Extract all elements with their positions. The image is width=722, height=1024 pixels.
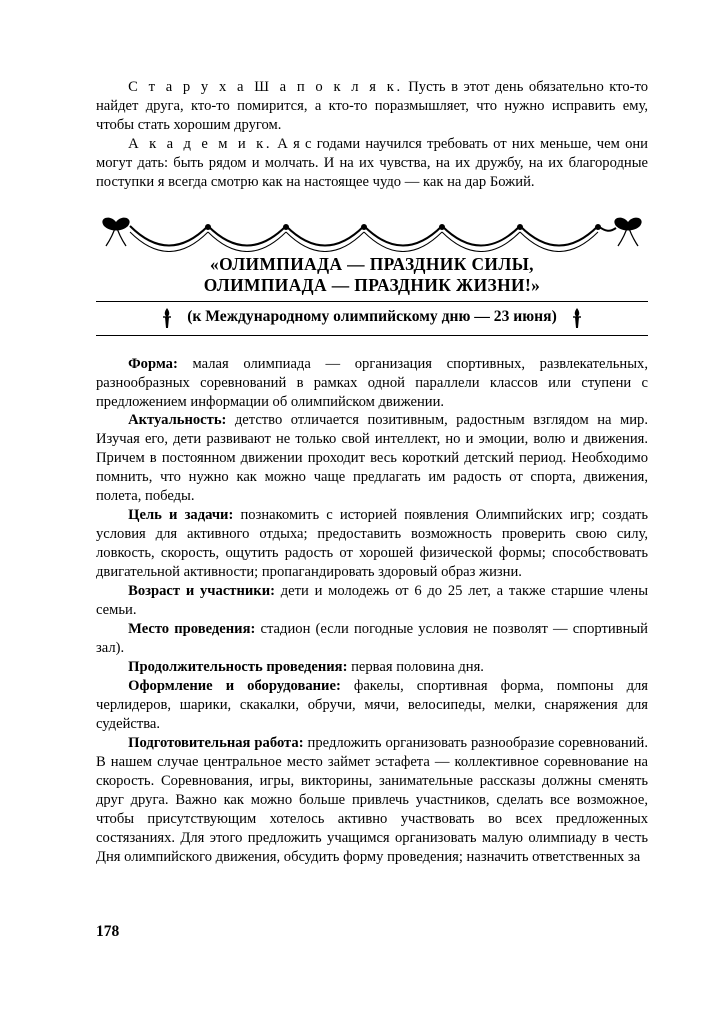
- section-label-forma: Форма:: [128, 355, 178, 372]
- section-text-prodolzhitelnost: первая половина дня.: [347, 659, 484, 676]
- title-divider-bottom: [96, 335, 648, 336]
- speaker-name-2: А к а д е м и к.: [128, 135, 273, 152]
- torch-ornament-left-icon: [154, 305, 180, 331]
- body-content: [96, 355, 648, 867]
- section-label-prodolzhitelnost: Продолжительность проведения:: [128, 659, 348, 676]
- section-paragraph-vozrast: [96, 582, 648, 620]
- dialog-block: [96, 78, 648, 192]
- title-line-1: «ОЛИМПИАДА — ПРАЗДНИК СИЛЫ,: [210, 253, 534, 274]
- dialog-paragraph-2: [96, 135, 648, 192]
- section-text-cel-i-zadachi: познакомить с историей появления Олимпийских игр; создать условия для активного отдыха; предоставить возможность проверить свою силу, ловкость, скорость, ощутить радость от хорошей физической формы; способствовать двигательной активности; пропагандировать здоровый образ жизни.: [96, 507, 648, 581]
- title-line-2: ОЛИМПИАДА — ПРАЗДНИК ЖИЗНИ!»: [203, 274, 541, 295]
- section-text-vozrast: дети и молодежь от 6 до 25 лет, а также старшие члены семьи.: [96, 583, 648, 619]
- section-text-aktualnost: детство отличается позитивным, радостным взглядом на мир. Изучая его, дети развивают не только свой интеллект, но и эмоции, волю и движения. Причем в постоянном движении проходит весь короткий детский период. Необходимо помнить, что нужно как можно чаще предлагать им радость от спорта, движения, полета, победы.: [96, 412, 648, 505]
- section-text-mesto: стадион (если погодные условия не позволят — спортивный зал).: [96, 621, 648, 657]
- torch-ornament-right-icon: [564, 305, 590, 331]
- section-paragraph-oformlenie: [96, 677, 648, 734]
- dialog-text-2: А я с годами научился требовать от них меньше, чем они могут дать: быть рядом и молчать. И на их чувства, на их дружбу, на их благородные поступки я всегда смотрю как на настоящее чудо — как на дар Божий.: [96, 135, 648, 190]
- section-paragraph-mesto: [96, 620, 648, 658]
- section-label-mesto: Место проведения:: [128, 621, 256, 638]
- section-text-forma: малая олимпиада — организация спортивных, развлекательных, разнообразных соревнований в рамках одной параллели классов или ступени с предложением информации об олимпийском движении.: [96, 355, 648, 410]
- section-paragraph-aktualnost: [96, 411, 648, 506]
- section-text-oformlenie: факелы, спортивная форма, помпоны для черлидеров, шарики, скакалки, обручи, мячи, велосипеды, мелки, снаряжения для судейства.: [96, 678, 648, 732]
- page-number: 178: [96, 922, 120, 940]
- section-paragraph-forma: [96, 355, 648, 412]
- page-title: [96, 254, 648, 296]
- section-text-podgotovitelnaya: предложить организовать разнообразие соревнований. В нашем случае центральное место займет эстафета — коллективное соревнование на скорость. Соревнования, игры, викторины, занимательные рассказы должны сменять друг друга. Важно как можно больше привлечь участников, сделать все возможное, чтобы присутствующим хотелось активно участвовать во всех предложенных состязаниях. Для этого предложить учащимся организовать малую олимпиаду в честь Дня олимпийского движения, обсудить форму проведения; назначить ответственных за: [96, 734, 648, 865]
- dialog-paragraph-1: [96, 78, 648, 135]
- section-paragraph-podgotovitelnaya: [96, 734, 648, 867]
- page-subtitle: (к Международному олимпийскому дню — 23 июня): [187, 308, 557, 326]
- decorative-swag-ornament-icon: [96, 212, 648, 252]
- section-label-cel-i-zadachi: Цель и задачи:: [128, 507, 234, 524]
- section-paragraph-cel-i-zadachi: [96, 506, 648, 582]
- title-divider-top: [96, 301, 648, 302]
- section-paragraph-prodolzhitelnost: [96, 658, 648, 677]
- section-label-aktualnost: Актуальность:: [128, 412, 227, 429]
- subtitle-row: [96, 305, 648, 331]
- section-label-vozrast: Возраст и участники:: [128, 583, 275, 600]
- speaker-name-1: С т а р у х а Ш а п о к л я к.: [128, 79, 403, 95]
- ornament-band: [96, 212, 648, 252]
- dialog-text-1: Пусть в этот день обязательно кто-то найдет друга, кто-то помирится, а кто-то поразмышляет, что нужно исправить ему, чтобы стать хорошим другом.: [96, 79, 649, 133]
- section-label-podgotovitelnaya: Подготовительная работа:: [128, 734, 304, 751]
- section-label-oformlenie: Оформление и оборудование:: [128, 678, 341, 695]
